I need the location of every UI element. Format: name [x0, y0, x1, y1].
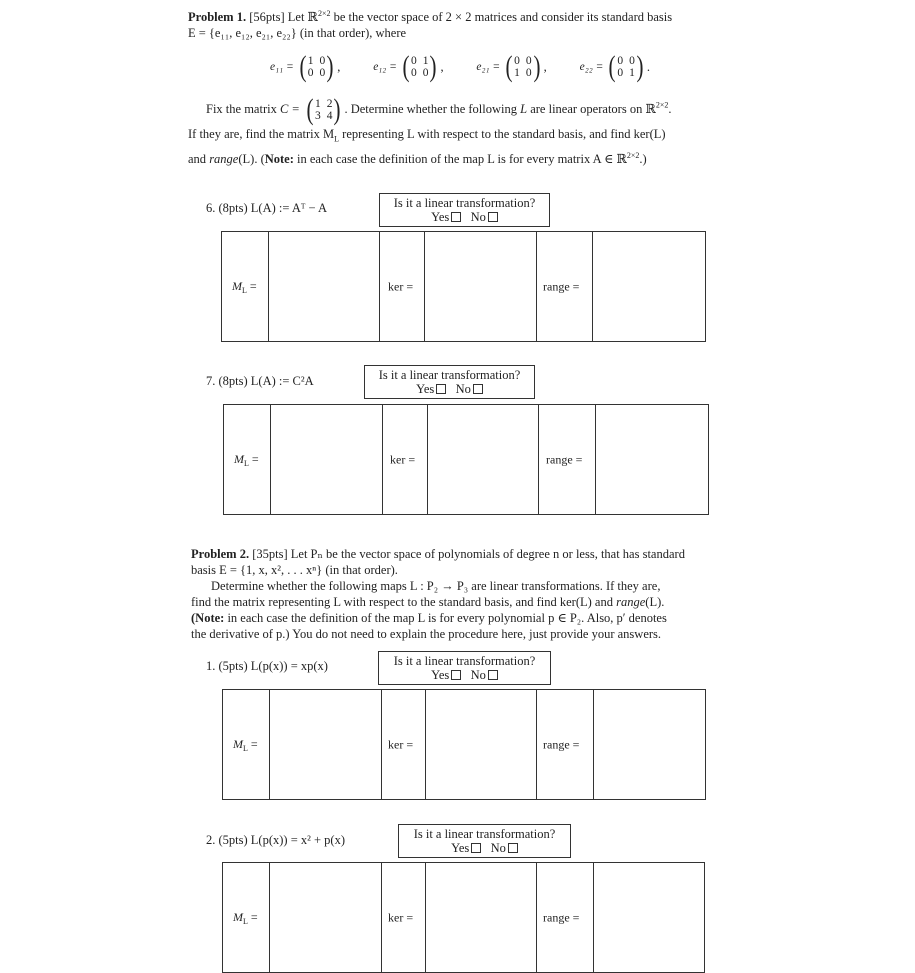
matrix-entry: 0 [525, 67, 532, 79]
c-matrix: ( 1 2 3 4 ) [306, 93, 341, 126]
problem1-intro [188, 6, 733, 41]
divider [538, 405, 539, 514]
fix-a: Fix the matrix [206, 101, 280, 116]
fix-c2: are linear operators on ℝ [527, 101, 656, 116]
yes-label: Yes [416, 382, 435, 396]
separator: , [337, 59, 341, 74]
ml-label: $M_L$ = [234, 451, 259, 468]
line3-range: range [209, 151, 239, 166]
c-matrix-entry: 1 [314, 98, 321, 110]
problem1-points: [56pts] [249, 10, 285, 25]
matrix-entry: 0 [319, 67, 326, 79]
matrix-entry: 0 [629, 55, 635, 67]
ker-label: ker = [388, 737, 414, 751]
question-p2-2-label: 2. (5pts) L(p(x)) = x² + p(x) [206, 833, 345, 847]
problem1-intro-b: be the vector space of 2 × 2 matrices and consider its standard basis [330, 10, 673, 25]
ker-label: ker = [390, 452, 416, 466]
question-6-answer-table [221, 231, 706, 342]
ker-answer-cell[interactable] [428, 405, 537, 514]
linear-question: Is it a linear transformation? [393, 196, 536, 210]
range-label: range = [546, 452, 583, 466]
line3-b: (L). ( [238, 151, 265, 166]
yes-checkbox[interactable] [436, 384, 446, 394]
line2-sub: L [334, 134, 340, 144]
basis-element [580, 52, 650, 82]
ml-label: $M_L$ = [233, 736, 258, 753]
linear-question: Is it a linear transformation? [413, 827, 556, 841]
ml-label: $M_L$ = [233, 909, 258, 926]
separator: , [543, 59, 547, 74]
matrix-entry: 1 [307, 55, 314, 67]
problem1-space-sup: 2×2 [317, 9, 331, 18]
line3-end: .) [639, 151, 647, 166]
basis-element-name: e₂₁ = [476, 61, 501, 73]
matrix-entry: 1 [629, 67, 635, 79]
separator: . [646, 59, 650, 74]
matrix-entry: 0 [410, 55, 417, 67]
divider [381, 690, 382, 799]
divider [536, 232, 537, 341]
ker-answer-cell[interactable] [426, 863, 535, 972]
range-answer-cell[interactable] [596, 405, 707, 514]
yes-label: Yes [431, 668, 450, 682]
line3-c: in each case the definition of the map L is for every matrix A ∈ ℝ [293, 151, 627, 166]
basis-matrix: ( 1 0 0 0 ) [299, 50, 334, 83]
matrix-entry: 0 [410, 67, 417, 79]
linear-question: Is it a linear transformation? [378, 368, 521, 382]
matrix-entry: 0 [319, 55, 326, 67]
fix-b: . Determine whether the following [344, 101, 521, 116]
range-label: range = [543, 279, 580, 293]
range-answer-cell[interactable] [593, 232, 704, 341]
divider [536, 863, 537, 972]
problem1-note: Note: [264, 151, 294, 166]
problem2-heading: Problem 2. [191, 547, 250, 561]
question-7-linear-box [364, 365, 535, 399]
problem2-l1: Let Pₙ be the vector space of polynomials of degree n or less, that has standard [287, 547, 685, 561]
no-label: No [470, 210, 486, 224]
question-p2-2-answer-table [222, 862, 705, 973]
question-p2-2-linear-box [398, 824, 571, 858]
yes-checkbox[interactable] [471, 843, 481, 853]
basis-element-name: e₂₂ = [579, 61, 604, 73]
basis-element [476, 52, 546, 82]
basis-element [270, 52, 340, 82]
problem2-l2: basis E = {1, x, x², . . . xⁿ} (in that order). [191, 563, 398, 577]
yes-label: Yes [431, 210, 450, 224]
ker-label: ker = [388, 279, 414, 293]
problem2-points: [35pts] [252, 547, 288, 561]
problem1-basis-line: E = {e₁₁, e₁₂, e₂₁, e₂₂} (in that order), where [188, 26, 407, 41]
basis-element-name: e₁₂ = [373, 61, 397, 73]
question-6-label: 6. (8pts) L(A) := Aᵀ − A [206, 201, 328, 215]
problem2-l6: the derivative of p.) You do not need to explain the procedure here, just provide your answers. [191, 627, 662, 641]
ker-answer-cell[interactable] [426, 690, 535, 799]
matrix-entry: 0 [617, 55, 624, 67]
problem1-intro-a: Let ℝ [287, 10, 318, 25]
matrix-entry: 0 [617, 67, 624, 79]
question-7-answer-table [223, 404, 709, 515]
range-label: range = [543, 737, 580, 751]
range-label: range = [543, 910, 580, 924]
line3-sup: 2×2 [626, 150, 640, 160]
yes-checkbox[interactable] [451, 212, 461, 222]
no-checkbox[interactable] [508, 843, 518, 853]
basis-element [373, 52, 443, 82]
problem2-l3: Determine whether the following maps L : P₂ → P₃ are linear transformations. If they are, [211, 579, 661, 593]
yes-checkbox[interactable] [451, 670, 461, 680]
matrix-entry: 1 [422, 55, 429, 67]
line2: If they are, find the matrix M [188, 127, 335, 141]
basis-matrix: ( 0 0 0 1 ) [608, 50, 644, 83]
no-checkbox[interactable] [488, 670, 498, 680]
problem1-heading: Problem 1. [188, 10, 247, 25]
matrix-entry: 0 [307, 67, 314, 79]
problem2-note: (Note: [191, 611, 225, 625]
question-6-linear-box [379, 193, 550, 227]
matrix-entry: 0 [525, 55, 532, 67]
linear-question: Is it a linear transformation? [393, 654, 536, 668]
problem2-l4-b: (L). [645, 595, 665, 609]
divider [536, 690, 537, 799]
matrix-entry: 0 [514, 55, 520, 67]
no-label: No [490, 841, 506, 855]
basis-matrix: ( 0 0 1 0 ) [505, 50, 541, 83]
c-matrix-entry: 2 [326, 98, 333, 110]
matrix-entry: 0 [422, 67, 429, 79]
ml-answer-cell[interactable] [271, 405, 381, 514]
problem1-instructions [188, 126, 733, 167]
ml-label: $M_L$ = [232, 278, 257, 295]
no-checkbox[interactable] [473, 384, 483, 394]
question-p2-1-label: 1. (5pts) L(p(x)) = xp(x) [206, 659, 328, 673]
line2-b: representing L with respect to the standard basis, and find ker(L) [339, 127, 666, 141]
fix-end: . [668, 101, 672, 116]
ml-answer-cell[interactable] [270, 690, 380, 799]
range-answer-cell[interactable] [594, 863, 703, 972]
c-matrix-entry: 4 [326, 110, 333, 122]
no-checkbox[interactable] [488, 212, 498, 222]
fix-sup: 2×2 [655, 100, 669, 110]
divider [382, 405, 383, 514]
question-7-label: 7. (8pts) L(A) := C²A [206, 374, 314, 388]
problem2-l5: in each case the definition of the map L is for every polynomial p ∈ P₂. Also, p′ denotes [224, 611, 667, 625]
ker-label: ker = [388, 910, 414, 924]
fix-matrix-line [206, 95, 736, 125]
question-p2-1-answer-table [222, 689, 706, 800]
matrix-entry: 1 [514, 67, 520, 79]
line3-a: and [188, 151, 210, 166]
c-matrix-entry: 3 [314, 110, 321, 122]
ker-answer-cell[interactable] [425, 232, 535, 341]
separator: , [440, 59, 444, 74]
yes-label: Yes [451, 841, 470, 855]
no-label: No [470, 668, 486, 682]
problem2-l4-range: range [616, 595, 646, 609]
range-answer-cell[interactable] [594, 690, 704, 799]
basis-matrices [270, 52, 650, 82]
basis-matrix: ( 0 1 0 0 ) [402, 50, 437, 83]
question-p2-1-linear-box [378, 651, 551, 685]
problem2-l4-a: find the matrix representing L with respect to the standard basis, and find ker(L) and [191, 595, 617, 609]
ml-answer-cell[interactable] [269, 232, 378, 341]
divider [381, 863, 382, 972]
fix-l: L [520, 101, 528, 116]
problem2-intro [191, 546, 732, 642]
divider [379, 232, 380, 341]
fix-c: C = [279, 101, 300, 116]
ml-answer-cell[interactable] [270, 863, 380, 972]
no-label: No [455, 382, 471, 396]
basis-element-name: e₁₁ = [270, 61, 294, 73]
